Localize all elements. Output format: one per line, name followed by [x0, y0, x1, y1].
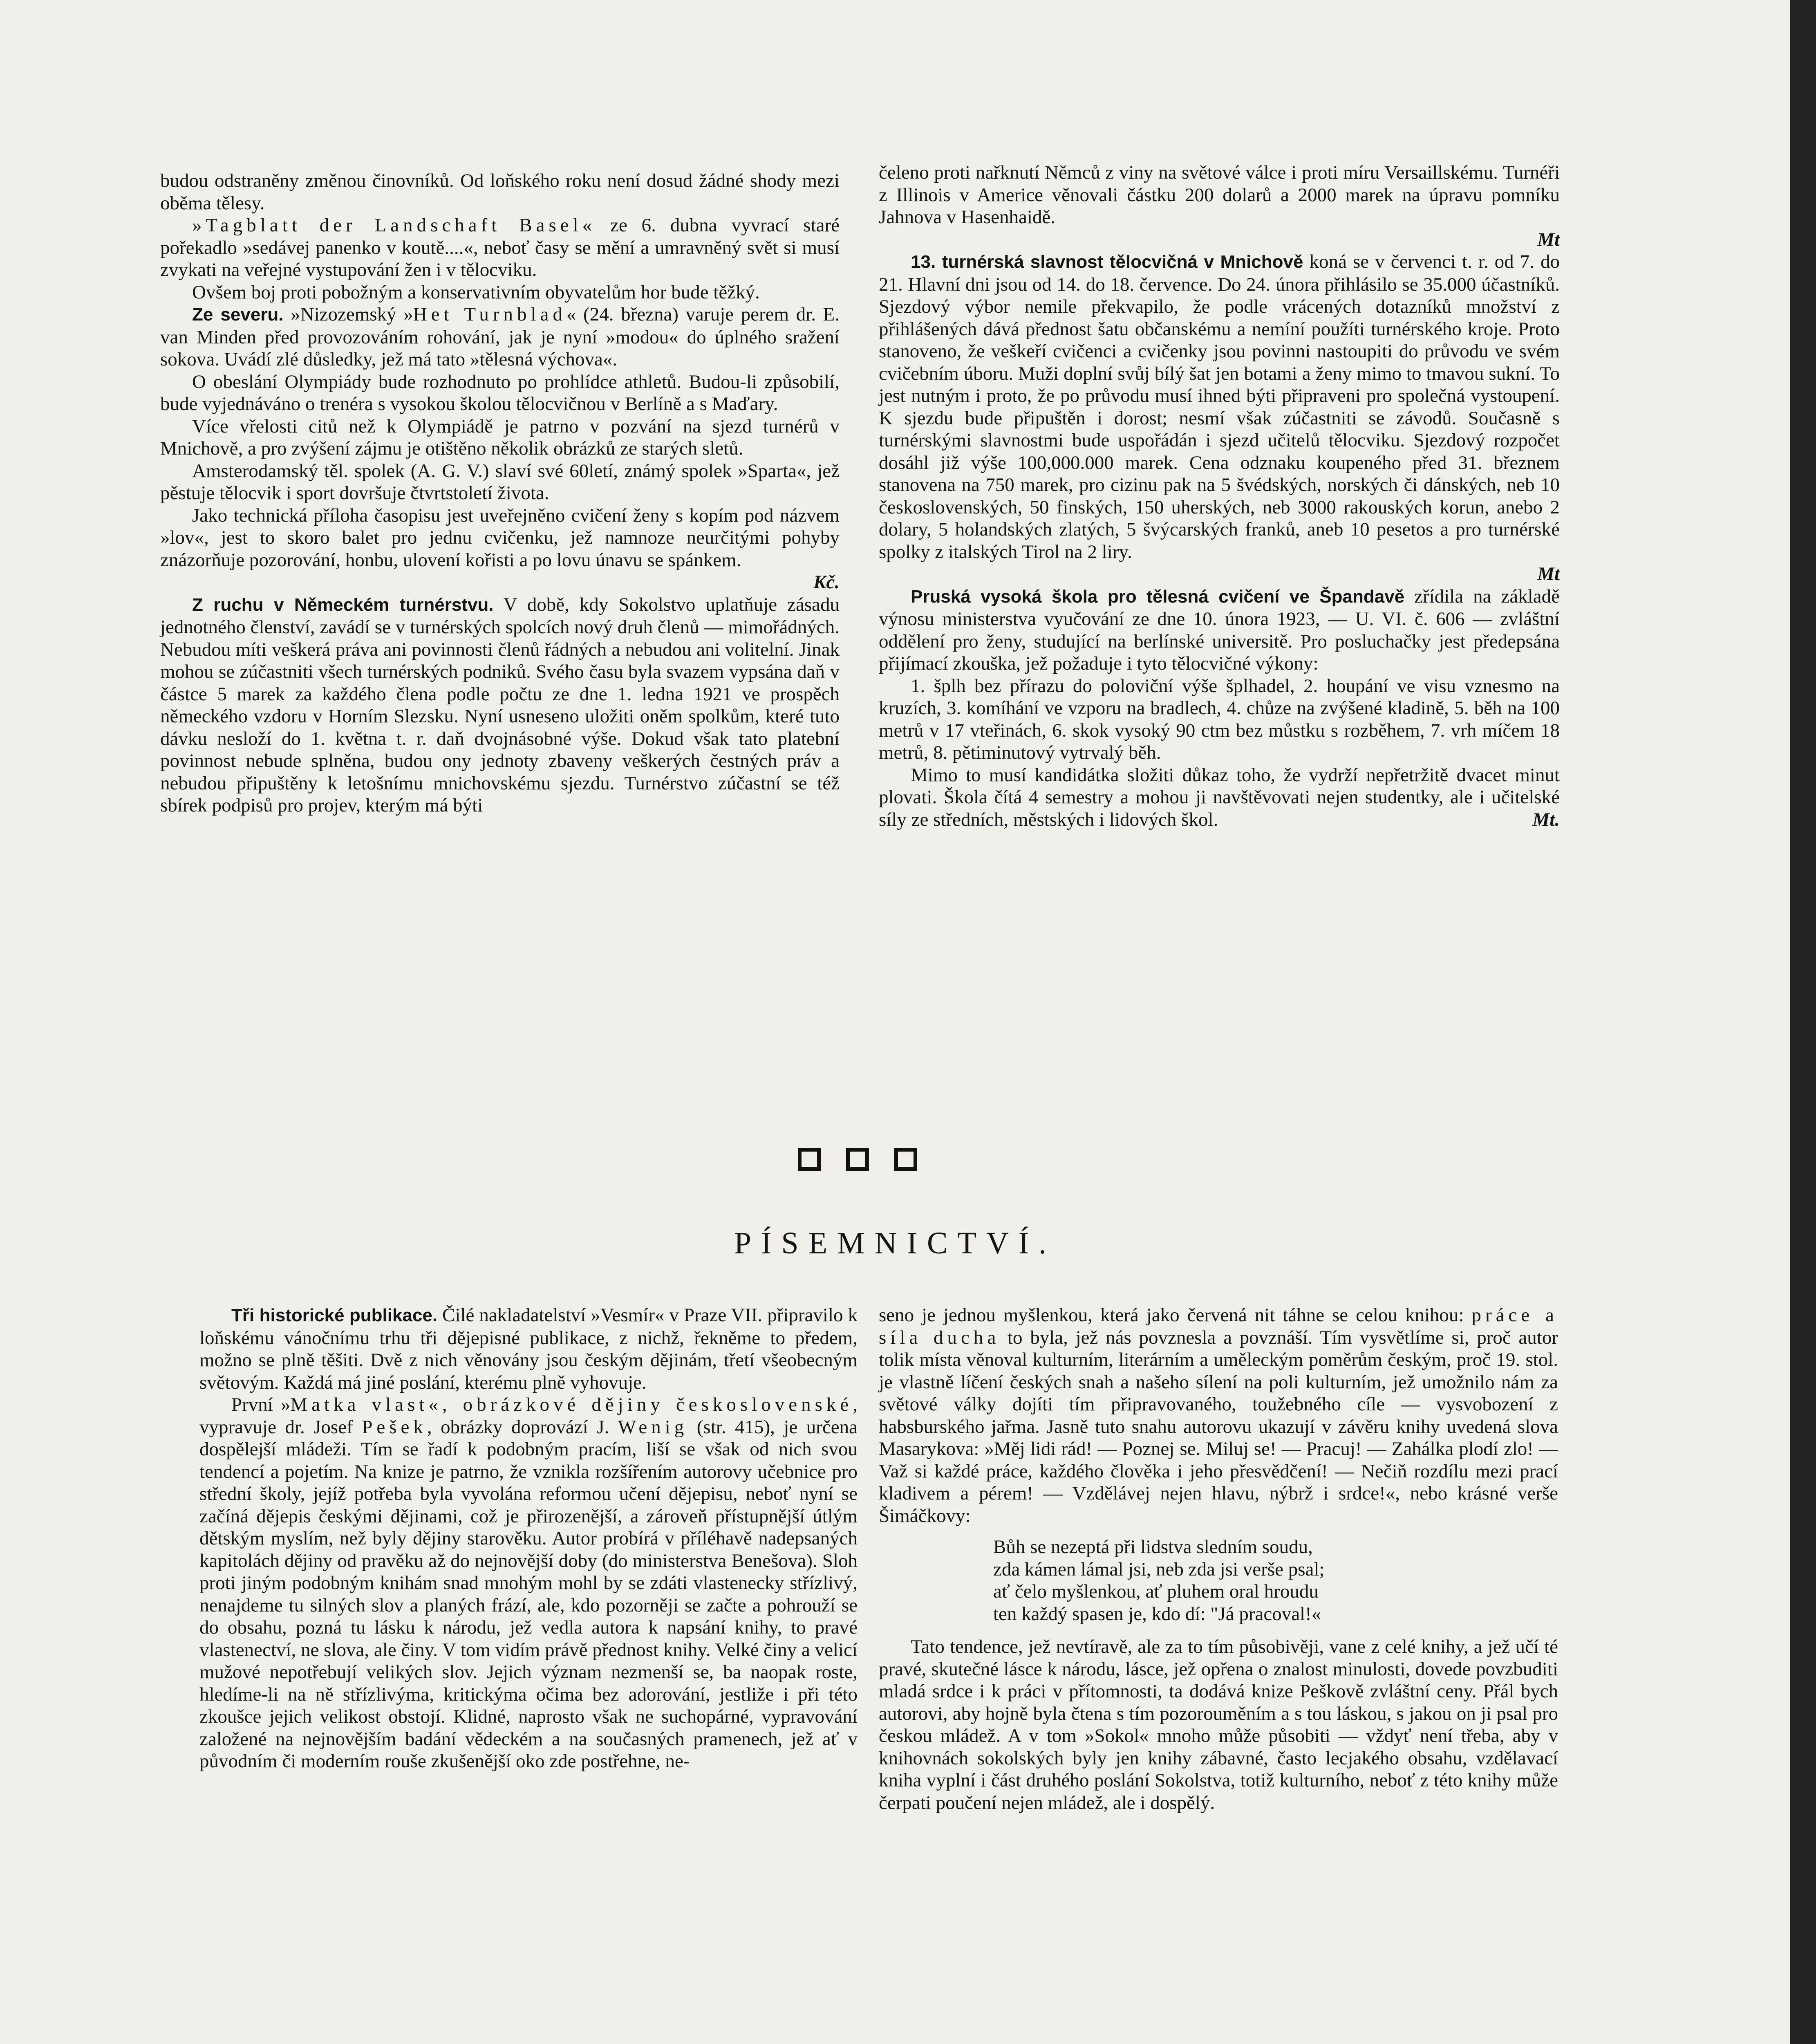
- motto: práce a síla ducha: [879, 1304, 1558, 1348]
- paragraph: Pruská vysoká škola pro tělesná cvičení ve Špandavě zřídila na základě výnosu ministerstva vyučování ze dne 10. února 1923, — U. VI. č. 606 — zvláštní oddělení pro ženy, studující na berlínské universitě. Pro posluchačky jest předepsána přijímací zkouška, jež požaduje i tyto tělocvičné výkony:: [879, 585, 1560, 674]
- bottom-right-column: [879, 1304, 1558, 1814]
- scan-edge: [1790, 0, 1816, 2044]
- periodical-name: »Tagblatt der Landschaft Basel«: [192, 215, 596, 236]
- poem-line: ať čelo myšlenkou, ať pluhem oral hroudu: [993, 1581, 1319, 1602]
- paragraph: Více vřelosti citů než k Olympiádě je patrno v pozvání na sjezd turnérů v Mnichově, a pro zvýšení zájmu je otištěno několik obrázků ze starých sletů.: [160, 415, 840, 459]
- poem-line: ten každý spasen je, kdo dí: "Já pracoval!«: [993, 1603, 1321, 1625]
- paragraph: Mimo to musí kandidátka složiti důkaz toho, že vydrží nepřetržitě dvacet minut plovati. Škola čítá 4 semestry a mohou ji navštěvovati nejen studentky, ale i učitelské síly ze středních, městských i lidových škol. Mt.: [879, 764, 1560, 830]
- article-title: Tři historické publikace.: [231, 1305, 438, 1325]
- poem-line: Bůh se nezeptá při lidstva sledním soudu,: [993, 1536, 1313, 1558]
- article-title: Pruská vysoká škola pro tělesná cvičení ve Špandavě: [911, 586, 1405, 607]
- divider-square: [798, 1148, 821, 1171]
- section-heading: PÍSEMNICTVÍ.: [734, 1226, 1057, 1260]
- author-signature: Mt: [1537, 229, 1560, 250]
- paragraph: Tato tendence, jež nevtíravě, ale za to tím působivěji, vane z celé knihy, a jež učí té pravé, skutečné lásce k národu, lásce, jež opřena o znalost minulosti, dovede povzbuditi mladá srdce i k práci v přítomnosti, ta dodává knize Peškově zvláštní ceny. Přál bych autorovi, aby hojně byla čtena s tím pozorouměním a s tou láskou, s jakou on ji psal pro českou mládež. A v tom »Sokol« mnoho může působiti — vždyť není třeba, aby v knihovnách sokolských byly jen knihy zábavné, často lecjakého obsahu, vzdělavací kniha vyplní i část druhého poslání Sokolstva, totiž kulturního, neboť z této knihy může čerpati poučení nejen mládež, ale i dospělý.: [879, 1636, 1558, 1813]
- poem-quote: [993, 1536, 1558, 1625]
- book-title: Matka vlast«, obrázkové dějiny československé: [290, 1394, 853, 1415]
- paragraph: Ovšem boj proti pobožným a konservativním obyvatelům hor bude těžký.: [192, 281, 760, 303]
- author-signature: Kč.: [813, 572, 840, 593]
- periodical-name: Het Turnblad: [413, 304, 567, 325]
- paragraph: seno je jednou myšlenkou, která jako červená nit táhne se celou knihou: práce a síla ducha to byla, jež nás povznesla a povznáší. Tím vysvětlíme si, proč autor tolik místa věnoval kulturním, literárním a uměleckým poměrům českým, proč 19. stol. je vlastně líčení českých snah a našeho sílení na poli kulturním, jež umožnilo nám za světové války dojíti tím připravovaného, toužebného cíle — vysvobození z habsburského jařma. Jasně tuto snahu autorovu ukazují v závěru knihy uvedená slova Masarykova: »Měj lidi rád! — Poznej se. Miluj se! — Pracuj! — Zahálka plodí zlo! — Važ si každé práce, každého člověka i jeho přesvědčení! — Nečiň rozdílu mezi prací kladivem a pérem! — Vzdělávej nejen hlavu, nýbrž i srdce!«, nebo krásné verše Šimáčkovy:: [879, 1304, 1558, 1526]
- paragraph: Ze severu. »Nizozemský »Het Turnblad« (24. března) varuje perem dr. E. van Minden před provozováním rohování, jak je nyní »modou« do úplného sražení sokova. Uvádí zlé důsledky, jež má tato »tělesná výchova«.: [160, 304, 840, 370]
- section-divider: [798, 1148, 917, 1171]
- author-signature: Mt.: [1532, 809, 1560, 830]
- article-title: Ze severu.: [192, 305, 284, 325]
- top-right-column: [879, 161, 1560, 831]
- article-title: 13. turnérská slavnost tělocvičná v Mnichově: [911, 252, 1303, 272]
- paragraph: Tři historické publikace. Čilé nakladatelství »Vesmír« v Praze VII. připravilo k loňskému vánočnímu trhu tři dějepisné publikace, z nichž, řekněme to předem, možno se plně těšiti. Dvě z nich věnovány jsou českým dějinám, třetí všeobecným světovým. Každá má jiné poslání, kterému plně vyhovuje.: [199, 1304, 858, 1393]
- paragraph: Jako technická příloha časopisu jest uveřejněno cvičení ženy s kopím pod názvem »lov«, jest to skoro balet pro jednu cvičenku, jež namnoze neurčitými pohyby znázorňuje pozorování, honbu, ulovení kořisti a po lovu únavu se spánkem.: [160, 504, 840, 571]
- paragraph: čeleno proti nařknutí Němců z viny na světové válce i proti míru Versaillskému. Turnéři z Illinois v Americe věnovali částku 200 dolarů a 2000 marek na úpravu pomníku Jahnova v Hasenhaidě.: [879, 162, 1560, 228]
- divider-square: [846, 1148, 869, 1171]
- paragraph: První »Matka vlast«, obrázkové dějiny československé, vypravuje dr. Josef Pešek, obrázky doprovází J. Wenig (str. 415), je určena dospělejší mládeži. Tím se řadí k podobným pracím, liší se však od nich svou tendencí a pojetím. Na knize je patrno, že vznikla rozšířením autorovy učebnice pro střední školy, jejíž potřeba byla vyvolána reformou učení dějepisu, neboť nyní se začíná dějepis českými dějinami, což je přirozenější, a zároveň přístupnější útlým dětským myslím, než byly dějiny starověku. Autor probírá v příléhavě nadepsaných kapitolách dějiny od pravěku až do nejnovější doby (do ministerstva Benešova). Sloh proti jiným podobným knihám snad mnohým mohl by se zdáti vlastenecky střízlivý, nenajdeme tu silných slov a planých frází, ale, kdo pozorněji se začte a pohrouží se do obsahu, pozná tu lásku k národu, jež vedla autora k napsání knihy, to pravé vlastenectví, ne slova, ale činy. V tom vidím právě přednost knihy. Velké činy a velicí mužové nepotřebují velikých slov. Jejich význam nezmenší se, ba naopak roste, hledíme-li na ně střízlivýma, kritickýma očima bez adorování, jestliže i při této zkoušce jejich velikost obstojí. Klidné, naprosto však ne suchopárné, vypravování založené na nejnovějším badání vědeckém a na současných pramenech, jež ať v původním či moderním rouše zkušenější oko zde postřehne, ne-: [199, 1394, 858, 1772]
- bottom-left-column: [199, 1304, 858, 1773]
- article-title: Z ruchu v Německém turnérstvu.: [192, 594, 494, 615]
- paragraph: 13. turnérská slavnost tělocvičná v Mnichově koná se v červenci t. r. od 7. do 21. Hlavní dni jsou od 14. do 18. července. Do 24. února přihlásilo se 35.000 účastníků. Sjezdový výbor nemile překvapilo, že podle vrácených dotazníků množství z přihlášených dává přednost šatu občanskému a nemíní použíti turnérského kroje. Proto stanoveno, že veškeří cvičenci a cvičenky jsou povinni nastoupiti do průvodu ve svém cvičebním úboru. Muži doplní svůj bílý šat jen botami a ženy mimo to tmavou sukní. To jest nutným i proto, že po průvodu musí ihned býti připraveni pro společná vystoupení. K sjezdu bude připuštěn i dorost; nesmí však zúčastniti se závodů. Současně s turnérskými slavnostmi bude uspořádán i sjezd učitelů tělocviku. Sjezdový rozpočet dosáhl již výše 100,000.000 marek. Cena odznaku koupeného před 31. březnem stanovena na 750 marek, pro cizinu pak na 5 švédských, norských či dánských, neb 10 československých, 50 finských, 150 uherských, neb 3000 rakouských korun, anebo 2 dolary, 5 holandských zlatých, 5 švýcarských franků, aneb 10 pesetos a pro turnérské spolky z italských Tirol na 2 liry.: [879, 251, 1560, 563]
- top-left-column: [160, 170, 840, 817]
- paragraph: 1. šplh bez přírazu do poloviční výše šplhadel, 2. houpání ve visu vznesmo na kruzích, 3. komíhání ve vzporu na bradlech, 4. chůze na zvýšené kladině, 5. běh na 100 metrů v 17 vteřinách, 6. skok vysoký 90 ctm bez můstku s rozběhem, 7. vrh míčem 18 metrů, 8. pětiminutový vytrvalý běh.: [879, 675, 1560, 763]
- paragraph: Amsterodamský těl. spolek (A. G. V.) slaví své 60letí, známý spolek »Sparta«, jež pěstuje tělocvik i sport dovršuje čtvrtstoletí života.: [160, 460, 840, 504]
- poem-line: zda kámen lámal jsi, neb zda jsi verše psal;: [993, 1558, 1325, 1580]
- illustrator-name: Wenig: [618, 1416, 688, 1438]
- divider-square: [894, 1148, 917, 1171]
- paragraph: Z ruchu v Německém turnérstvu. V době, kdy Sokolstvo uplatňuje zásadu jednotného členství, zavádí se v turnérských spolcích nový druh členů — mimořádných. Nebudou míti veškerá práva ani povinnosti členů řádných a nebudou ani volitelní. Jinak mohou se zúčastniti všech turnérských podniků. Svého času byla svazem vypsána daň v částce 5 marek za každého člena podle počtu ze dne 1. ledna 1921 ve prospěch německého vzdoru v Horním Slezsku. Nyní usneseno uložiti oněm spolkům, které tuto dávku nesloží do 1. května t. r. daň dvojnásobné výše. Dokud však tato platební povinnost nebude splněna, budou ony jednoty zbaveny veškerých čestných práv a nebudou připuštěny k letošnímu mnichovskému sjezdu. Turnérstvo zúčastní se též sbírek podpisů pro projev, kterým má býti: [160, 594, 840, 816]
- paragraph: budou odstraněny změnou činovníků. Od loňského roku není dosud žádné shody mezi oběma tělesy.: [160, 170, 840, 214]
- author-signature: Mt: [1537, 563, 1560, 585]
- paragraph: O obeslání Olympiády bude rozhodnuto po prohlídce athletů. Budou-li způsobilí, bude vyjednáváno o trenéra s vysokou školou tělocvičnou v Berlíně a s Maďary.: [160, 371, 840, 415]
- author-name: Pešek: [362, 1416, 427, 1438]
- paragraph: »Tagblatt der Landschaft Basel« ze 6. dubna vyvrací staré pořekadlo »sedávej panenko v koutě....«, neboť časy se mění a umravněný svět si musí zvykati na veřejné vystupování žen i v tělocviku.: [160, 215, 840, 280]
